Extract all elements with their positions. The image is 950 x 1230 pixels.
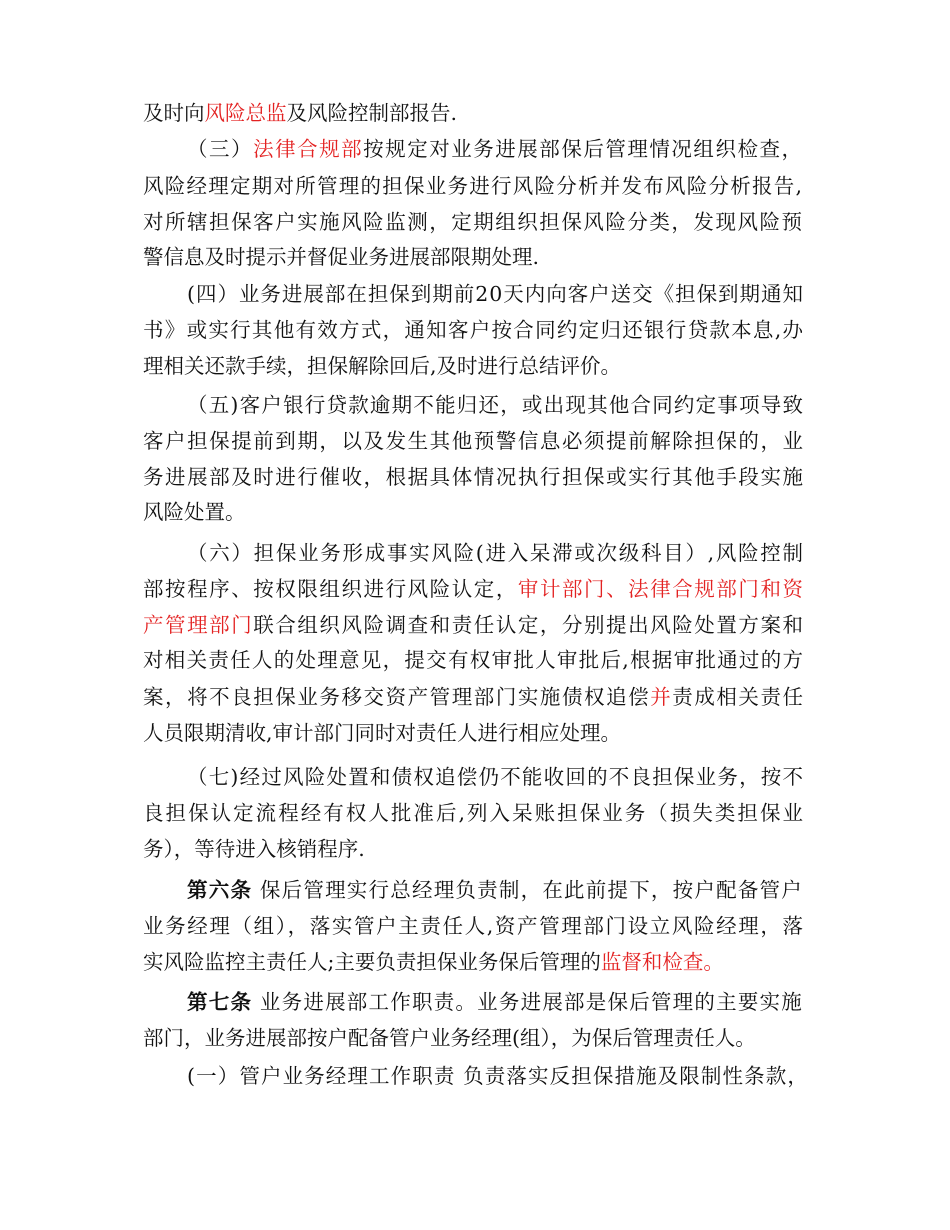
highlighted-text: 风险总监	[204, 101, 287, 125]
text-line	[187, 762, 804, 792]
text-segment: 业务经理（组），落实管户主责任人,资产管理部门设立风险经理，落	[143, 914, 805, 938]
text-line	[187, 538, 805, 568]
text-segment: 对所辖担保客户实施风险监测，定期组织担保风险分类，发现风险预	[143, 210, 804, 234]
text-segment: 及风险控制部报告.	[286, 101, 458, 125]
text-line	[143, 645, 804, 675]
text-line	[143, 351, 621, 381]
text-line	[143, 682, 805, 712]
text-line	[187, 134, 804, 164]
text-line	[143, 497, 246, 527]
text-segment: 保后管理实行总经理负责制，在此前提下，按户配备管户	[252, 878, 803, 902]
text-line	[143, 834, 365, 864]
text-line	[143, 171, 803, 201]
text-line	[143, 426, 805, 456]
highlighted-text: 监督和检查。	[600, 950, 724, 974]
text-segment: （七)经过风险处置和债权追偿仍不能收回的不良担保业务，按不	[187, 765, 805, 789]
text-segment: 业务进展部工作职责。业务进展部是保后管理的主要实施	[252, 990, 803, 1014]
text-segment: 部门，业务进展部按户配备管户业务经理(组），为保后管理责任人。	[143, 1026, 756, 1050]
text-line	[143, 798, 805, 828]
article-heading: 第七条	[187, 990, 253, 1014]
article-heading: 第六条	[187, 878, 253, 902]
text-line	[143, 911, 805, 941]
highlighted-text: 法律合规部	[253, 137, 364, 161]
text-segment: 务进展部及时进行催收，根据具体情况执行担保或实行其他手段实施	[143, 465, 805, 489]
text-segment: 部按程序、按权限组织进行风险认定，	[143, 577, 518, 601]
text-segment: (一）管户业务经理工作职责 负责落实反担保措施及限制性条款，	[187, 1064, 809, 1088]
text-line	[187, 279, 804, 309]
text-segment: 务），等待进入核销程序.	[143, 837, 365, 861]
text-segment: 对相关责任人的处理意见，提交有权审批人审批后,根据审批通过的方	[143, 648, 805, 672]
text-segment: 风险处置。	[143, 500, 246, 524]
text-segment: 及时向	[143, 101, 205, 125]
text-segment: （五)客户银行贷款逾期不能归还，或出现其他合同约定事项导致	[187, 393, 805, 417]
text-line	[143, 462, 805, 492]
highlighted-text: 审计部门、法律合规部门和资	[517, 577, 805, 601]
text-line	[143, 574, 805, 604]
text-segment: （三）	[187, 137, 254, 161]
highlighted-text: 产管理部门	[143, 613, 254, 637]
text-line	[143, 947, 724, 977]
text-line	[143, 610, 805, 640]
text-segment: 客户担保提前到期，以及发生其他预警信息必须提前解除担保的，业	[143, 429, 805, 453]
text-line	[187, 1061, 809, 1091]
text-segment: 良担保认定流程经有权人批准后,列入呆账担保业务（损失类担保业	[143, 801, 806, 825]
text-line	[143, 1023, 756, 1053]
text-line	[143, 242, 539, 272]
text-segment: 案，将不良担保业务移交资产管理部门实施债权追偿	[143, 685, 651, 709]
text-segment: 责成相关责任	[672, 685, 805, 709]
text-line	[143, 315, 804, 345]
text-line	[143, 718, 621, 748]
text-segment: (四）业务进展部在担保到期前20天内向客户送交《担保到期通知	[187, 282, 804, 306]
text-line	[187, 875, 803, 905]
text-line	[187, 390, 804, 420]
text-segment: 警信息及时提示并督促业务进展部限期处理.	[143, 245, 540, 269]
text-segment: 按规定对业务进展部保后管理情况组织检查，	[363, 137, 804, 161]
text-segment: （六）担保业务形成事实风险(进入呆滞或次级科目）,风险控制	[187, 541, 805, 565]
text-line	[143, 207, 804, 237]
text-segment: 理相关还款手续，担保解除回后,及时进行总结评价。	[143, 354, 622, 378]
text-segment: 实风险监控主责任人;主要负责担保业务保后管理的	[143, 950, 601, 974]
text-segment: 联合组织风险调查和责任认定，分别提出风险处置方案和	[253, 613, 805, 637]
text-segment: 风险经理定期对所管理的担保业务进行风险分析并发布风险分析报告,	[143, 174, 804, 198]
text-segment: 书》或实行其他有效方式，通知客户按合同约定归还银行贷款本息,办	[143, 318, 805, 342]
text-segment: 人员限期清收,审计部门同时对责任人进行相应处理。	[143, 721, 622, 745]
text-line	[143, 98, 457, 128]
highlighted-text: 并	[650, 685, 673, 709]
text-line	[187, 987, 803, 1017]
